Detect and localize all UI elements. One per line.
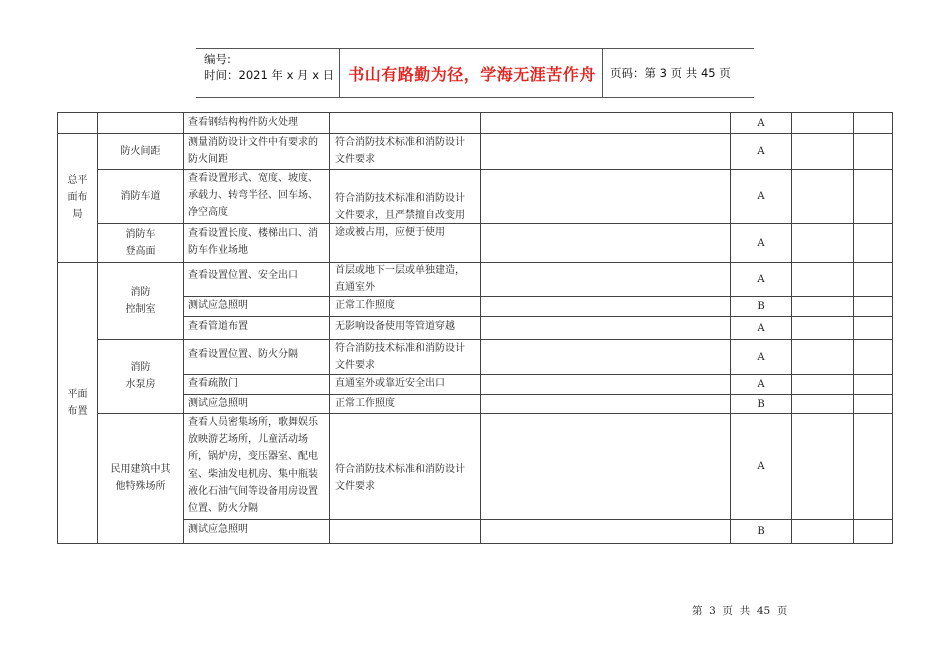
header-page-code: 页码：第 3 页 共 45 页: [610, 66, 731, 80]
row-grade: A: [757, 461, 765, 472]
header-meta: [204, 51, 334, 83]
section-floor-layout: 平面 布置: [67, 388, 88, 417]
item-fire-lane: 消防车道: [120, 190, 161, 202]
row-check: 查看设置位置、防火分隔: [188, 349, 298, 360]
row-grade: A: [757, 322, 765, 334]
row-grade: A: [757, 351, 765, 363]
item-special-places: 民用建筑中其 他特殊场所: [110, 464, 171, 492]
row-check: 测试应急照明: [188, 300, 248, 311]
item-pump-room: 消防 水泵房: [125, 362, 156, 390]
row-grade: A: [757, 237, 765, 249]
item-fire-truck-area: 消防车 登高面: [125, 228, 156, 257]
page-header: [196, 48, 754, 98]
row-check: 查看钢结构构件防火处理: [188, 117, 298, 128]
row-requirement: 符合消防技术标准和消防设计 文件要求: [335, 137, 465, 165]
header-motto: 书山有路勤为径，学海无涯苦作舟: [348, 64, 596, 84]
row-requirement: 无影响设备使用等管道穿越: [335, 321, 455, 332]
section-general-layout: 总平 面布 局: [67, 175, 88, 220]
merged-requirement-special: 符合消防技术标准和消防设计 文件要求: [335, 464, 465, 492]
row-grade: B: [757, 398, 765, 410]
item-fire-spacing: 防火间距: [120, 145, 161, 157]
row-grade: A: [757, 274, 765, 285]
item-control-room: 消防 控制室: [125, 286, 156, 315]
time-label: 时间：2021 年 x 月 x 日: [204, 68, 335, 82]
row-check: 测量消防设计文件中有要求的 防火间距: [188, 137, 318, 165]
row-requirement: 正常工作照度: [335, 398, 395, 409]
merged-requirement-lane: 符合消防技术标准和消防设计 文件要求，且严禁擅自改变用 途或被占用，应便于使用: [335, 193, 465, 238]
row-check: 查看设置位置、安全出口: [188, 270, 298, 281]
row-grade: A: [757, 117, 765, 129]
page-footer: 第 3 页 共 45 页: [692, 605, 788, 617]
row-requirement: 直通室外或靠近安全出口: [335, 378, 445, 389]
row-requirement: 符合消防技术标准和消防设计 文件要求: [335, 343, 465, 371]
row-grade: A: [757, 191, 765, 202]
row-check: 查看疏散门: [188, 378, 238, 389]
header-divider: [602, 49, 603, 97]
row-check: 测试应急照明: [188, 398, 248, 409]
row-requirement: 首层或地下一层或单独建造， 直通室外: [335, 265, 465, 293]
row-check: 查看设置长度、楼梯出口、消 防车作业场地: [188, 228, 318, 256]
row-check: 查看设置形式、宽度、坡度、 承载力、转弯半径、回车场、 净空高度: [188, 173, 318, 218]
row-grade: B: [757, 526, 765, 537]
row-requirement: 正常工作照度: [335, 300, 395, 311]
row-grade: B: [757, 301, 765, 312]
row-check: 查看人员密集场所，歌舞娱乐 放映游艺场所，儿童活动场 所，锅炉房，变压器室、配电 室、柴油发电机房、集中瓶装 液化石油气间等设备用房设置 位置、防火分隔: [188, 417, 318, 515]
row-grade: A: [757, 379, 765, 390]
row-check: 查看管道布置: [188, 321, 248, 332]
number-label: 编号:: [204, 52, 231, 66]
row-check: 测试应急照明: [188, 524, 248, 535]
row-grade: A: [757, 146, 765, 157]
header-divider: [339, 49, 340, 97]
